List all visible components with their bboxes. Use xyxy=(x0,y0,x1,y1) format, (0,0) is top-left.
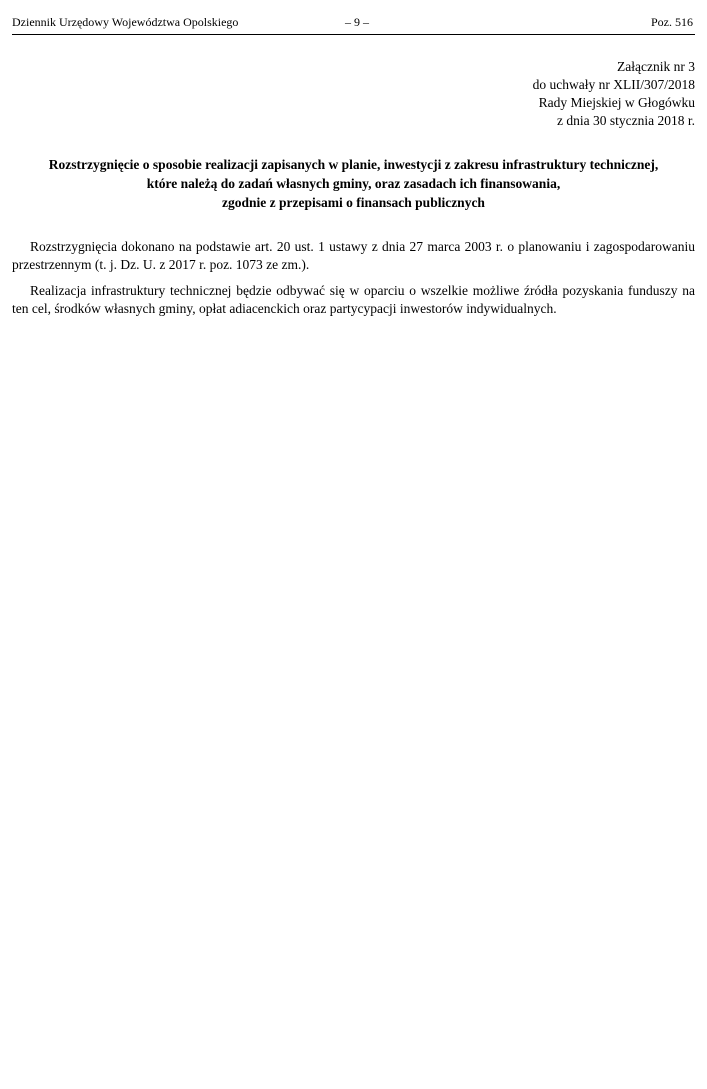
position-number: Poz. 516 xyxy=(651,15,693,29)
page-header xyxy=(12,13,695,35)
title-line-1: Rozstrzygnięcie o sposobie realizacji zapisanych w planie, inwestycji z zakresu infrastruktury technicznej, xyxy=(48,157,659,172)
body-paragraph-1: Rozstrzygnięcia dokonano na podstawie art. 20 ust. 1 ustawy z dnia 27 marca 2003 r. o planowaniu i zagospodarowaniu przestrzennym (t. j. Dz. U. z 2017 r. poz. 1073 ze zm.). xyxy=(12,239,695,272)
title-line-2: które należą do zadań własnych gminy, oraz zasadach ich finansowania, xyxy=(146,176,561,191)
document-body xyxy=(12,238,695,326)
journal-name: Dziennik Urzędowy Województwa Opolskiego xyxy=(12,15,239,29)
annex-line-3: Rady Miejskiej w Głogówku xyxy=(538,95,695,110)
title-line-3: zgodnie z przepisami o finansach publicznych xyxy=(222,195,485,210)
body-paragraph-2: Realizacja infrastruktury technicznej będzie odbywać się w oparciu o wszelkie możliwe źródła pozyskania funduszy na ten cel, środków własnych gminy, opłat adiacenckich oraz partycypacji inwestorów indywidualnych. xyxy=(12,283,695,316)
annex-line-2: do uchwały nr XLII/307/2018 xyxy=(532,77,695,92)
page-number: – 9 – xyxy=(345,15,369,29)
annex-reference xyxy=(533,58,695,130)
annex-line-4: z dnia 30 stycznia 2018 r. xyxy=(557,113,695,128)
annex-line-1: Załącznik nr 3 xyxy=(617,59,695,74)
document-title xyxy=(12,155,695,212)
